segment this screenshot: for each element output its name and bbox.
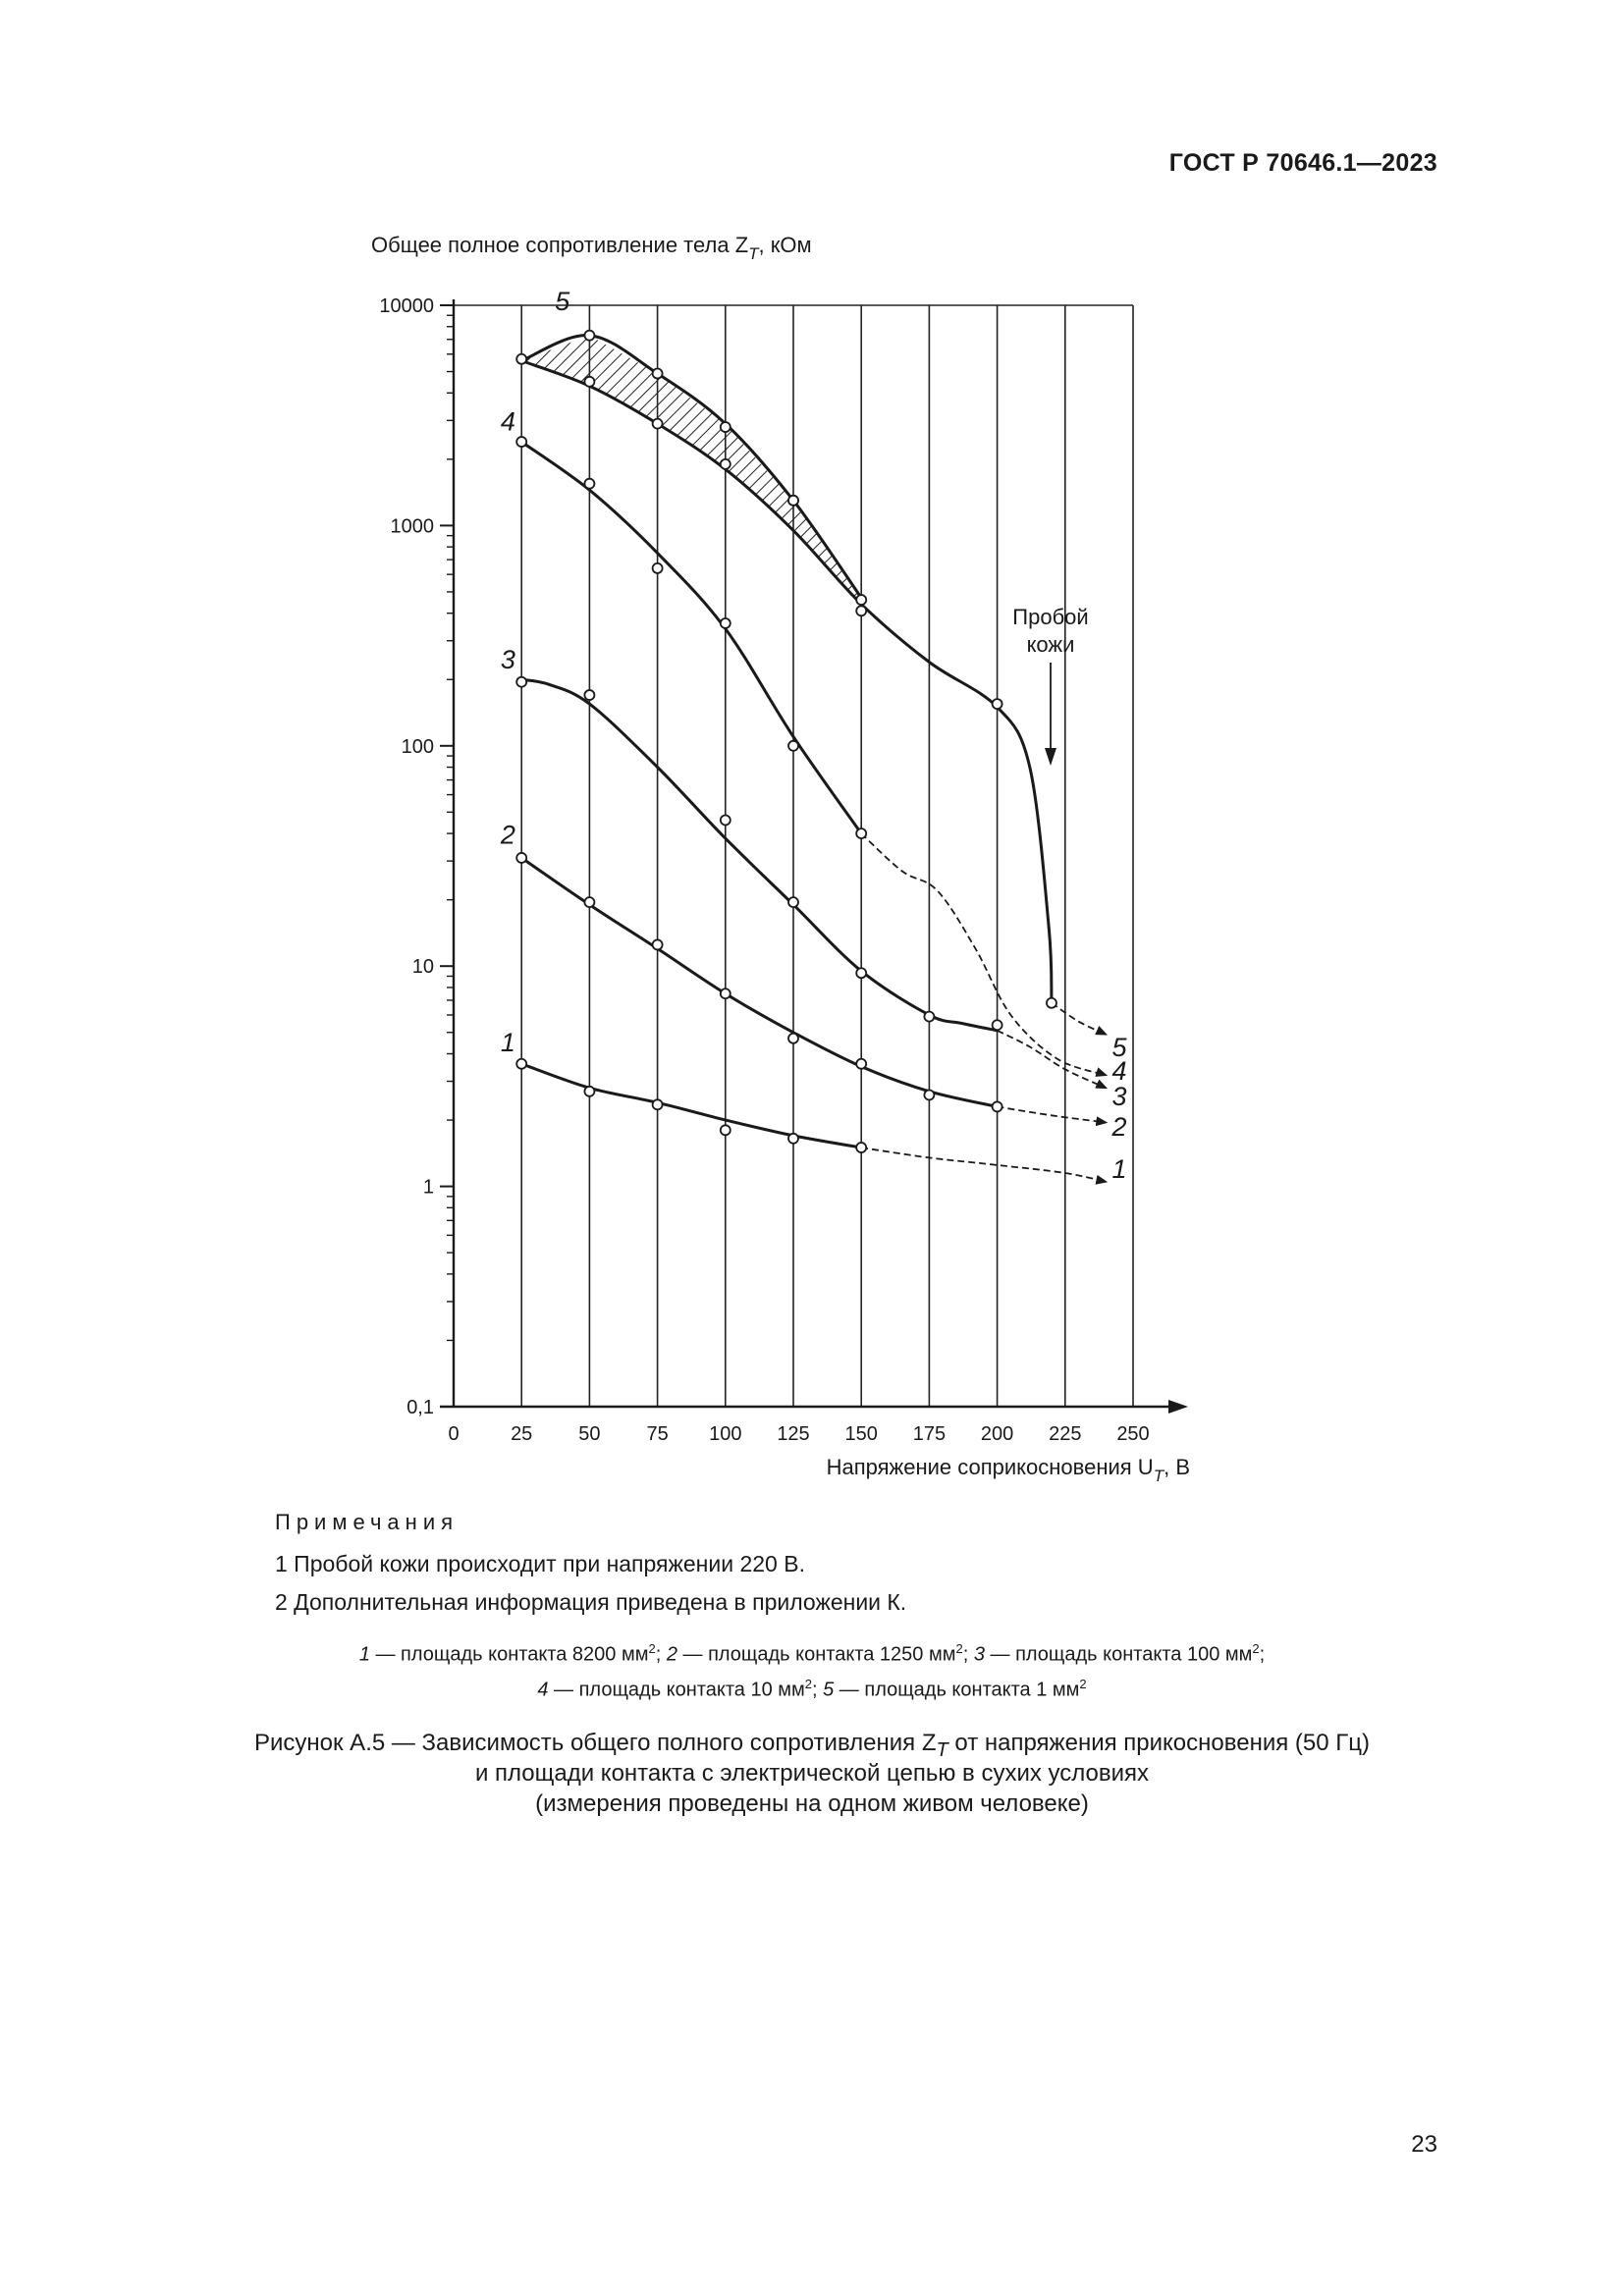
caption-text-b: от напряжения прикосновения (50 Гц): [947, 1730, 1370, 1756]
data-point-series-2: [516, 853, 526, 863]
y-tick-label: 100: [401, 735, 434, 758]
curve-label-start-5: 5: [555, 286, 570, 316]
x-tick-label: 0: [448, 1423, 460, 1445]
legend-sep-4: ;: [812, 1679, 818, 1701]
data-point-series-2: [856, 1059, 866, 1069]
data-point-series-1: [653, 1099, 663, 1109]
legend-sep-3: ;: [1259, 1643, 1266, 1666]
x-tick-label: 50: [578, 1423, 601, 1445]
y-tick-label: 0,1: [406, 1397, 434, 1418]
data-point-series-5: [584, 377, 594, 387]
legend-text-3: — площадь контакта 100 мм: [984, 1643, 1253, 1666]
data-point-series-5: [856, 606, 866, 615]
caption-sub: T: [936, 1738, 948, 1761]
curve-label-end-5: 5: [1111, 1033, 1127, 1062]
dashed-extension-series-2: [998, 1106, 1107, 1122]
y-tick-label: 1: [422, 1176, 434, 1199]
data-point-series-5: [516, 354, 526, 364]
note-1: 1 Пробой кожи происходит при напряжении 220 В.: [275, 1551, 805, 1576]
data-point-series-5: [993, 699, 1002, 709]
curve-label-start-4: 4: [500, 406, 515, 437]
x-tick-label: 225: [1049, 1423, 1082, 1445]
data-point-series-3: [856, 968, 866, 978]
data-point-upper-series-5: [721, 422, 731, 432]
data-point-series-4: [721, 618, 731, 628]
curve-series-4: [521, 442, 861, 833]
dashed-extension-series-4: [861, 833, 1106, 1075]
data-point-series-1: [516, 1059, 526, 1069]
dashed-extension-series-5: [1052, 1003, 1106, 1035]
x-tick-label: 100: [709, 1423, 742, 1445]
x-tick-label: 250: [1116, 1423, 1150, 1445]
curve-label-end-3: 3: [1111, 1082, 1127, 1111]
legend-text-1: — площадь контакта 8200 мм: [369, 1643, 649, 1666]
data-point-upper-series-5: [653, 369, 663, 379]
curve-label-start-1: 1: [500, 1028, 515, 1058]
legend-sq-2: 2: [955, 1641, 963, 1656]
annotation-arrow-head: [1045, 748, 1056, 766]
legend-text-2: — площадь контакта 1250 мм: [677, 1643, 956, 1666]
data-point-series-2: [721, 988, 731, 998]
legend-num-3: 3: [973, 1643, 985, 1666]
data-point-upper-series-5: [856, 595, 866, 605]
x-tick-label: 125: [777, 1423, 810, 1445]
data-point-series-2: [653, 939, 663, 949]
y-axis-title: Общее полное сопротивление тела $Z_T$, кОм: [371, 233, 812, 263]
legend-sep-2: ;: [962, 1643, 969, 1666]
figure-caption-line-2: и площади контакта с электрической цепью в сухих условиях: [474, 1760, 1150, 1787]
data-point-series-4: [653, 563, 663, 573]
data-point-series-2: [924, 1090, 934, 1099]
y-tick-label: 10000: [379, 295, 434, 317]
data-point-series-1: [856, 1143, 866, 1152]
legend-text-5: — площадь контакта 1 мм: [834, 1679, 1080, 1701]
legend-line-2: [0, 1677, 1624, 1702]
hatched-band-series-5: [521, 336, 861, 605]
curve-label-end-4: 4: [1111, 1056, 1127, 1086]
y-tick-label: 10: [411, 956, 434, 979]
data-point-series-3: [924, 1012, 934, 1022]
legend-sq-4: 2: [804, 1677, 812, 1691]
data-point-series-2: [993, 1101, 1002, 1111]
x-axis-title: Напряжение соприкосновения $U_T$, В: [826, 1455, 1190, 1485]
x-tick-label: 75: [646, 1423, 669, 1445]
data-point-series-3: [993, 1020, 1002, 1030]
data-point-series-4: [856, 828, 866, 838]
data-point-series-4: [788, 741, 798, 751]
legend-num-2: 2: [666, 1643, 677, 1666]
figure-caption-line-3: (измерения проведены на одном живом человеке): [535, 1790, 1089, 1817]
legend-sq-5: 2: [1079, 1677, 1087, 1691]
note-2: 2 Дополнительная информация приведена в приложении К.: [275, 1589, 907, 1615]
data-point-series-1: [788, 1134, 798, 1144]
data-point-series-2: [584, 897, 594, 907]
standard-header: ГОСТ Р 70646.1—2023: [1168, 149, 1437, 177]
curve-series-3: [521, 679, 997, 1031]
data-point-series-3: [788, 897, 798, 907]
annotation-skin-breakdown-line-2: кожи: [1026, 632, 1075, 657]
x-axis-arrow: [1168, 1400, 1188, 1414]
curve-label-start-2: 2: [500, 820, 515, 850]
data-point-series-4: [516, 437, 526, 447]
annotation-skin-breakdown-line-1: Пробой: [1012, 605, 1089, 629]
curve-label-end-2: 2: [1111, 1112, 1127, 1142]
legend-sq-1: 2: [648, 1641, 656, 1656]
data-point-series-1: [584, 1087, 594, 1096]
curve-series-5: [521, 361, 1052, 1001]
notes-heading: Примечания: [275, 1510, 460, 1534]
data-point-upper-series-5: [788, 496, 798, 506]
data-point-series-5: [721, 459, 731, 469]
page-number: 23: [1411, 2131, 1437, 2158]
legend-num-5: 5: [823, 1679, 835, 1701]
data-point-series-3: [516, 677, 526, 687]
legend-num-4: 4: [537, 1679, 549, 1701]
legend-num-1: 1: [358, 1643, 370, 1666]
curve-series-2: [521, 858, 997, 1107]
data-point-series-3: [584, 690, 594, 700]
data-point-series-1: [721, 1125, 731, 1135]
x-tick-label: 150: [844, 1423, 878, 1445]
legend-text-4: — площадь контакта 10 мм: [548, 1679, 805, 1701]
curve-label-end-1: 1: [1111, 1154, 1127, 1184]
x-tick-label: 200: [980, 1423, 1014, 1445]
data-point-upper-series-5: [584, 331, 594, 341]
data-point-series-4: [584, 479, 594, 489]
dashed-extension-series-3: [998, 1031, 1107, 1089]
legend-line-1: [0, 1641, 1624, 1667]
legend-sep-1: ;: [655, 1643, 662, 1666]
data-point-series-3: [721, 815, 731, 825]
x-tick-label: 25: [511, 1423, 533, 1445]
data-point-series-5: [653, 419, 663, 429]
data-point-series-2: [788, 1034, 798, 1043]
caption-text-a: Рисунок А.5 — Зависимость общего полного сопротивления Z: [254, 1730, 937, 1756]
curve-label-start-3: 3: [500, 644, 515, 674]
legend-sq-3: 2: [1252, 1641, 1260, 1656]
dashed-extension-series-1: [861, 1148, 1106, 1182]
data-point-series-5: [1047, 998, 1056, 1008]
x-tick-label: 175: [912, 1423, 947, 1445]
y-tick-label: 1000: [390, 515, 434, 538]
curve-series-1: [521, 1064, 861, 1148]
